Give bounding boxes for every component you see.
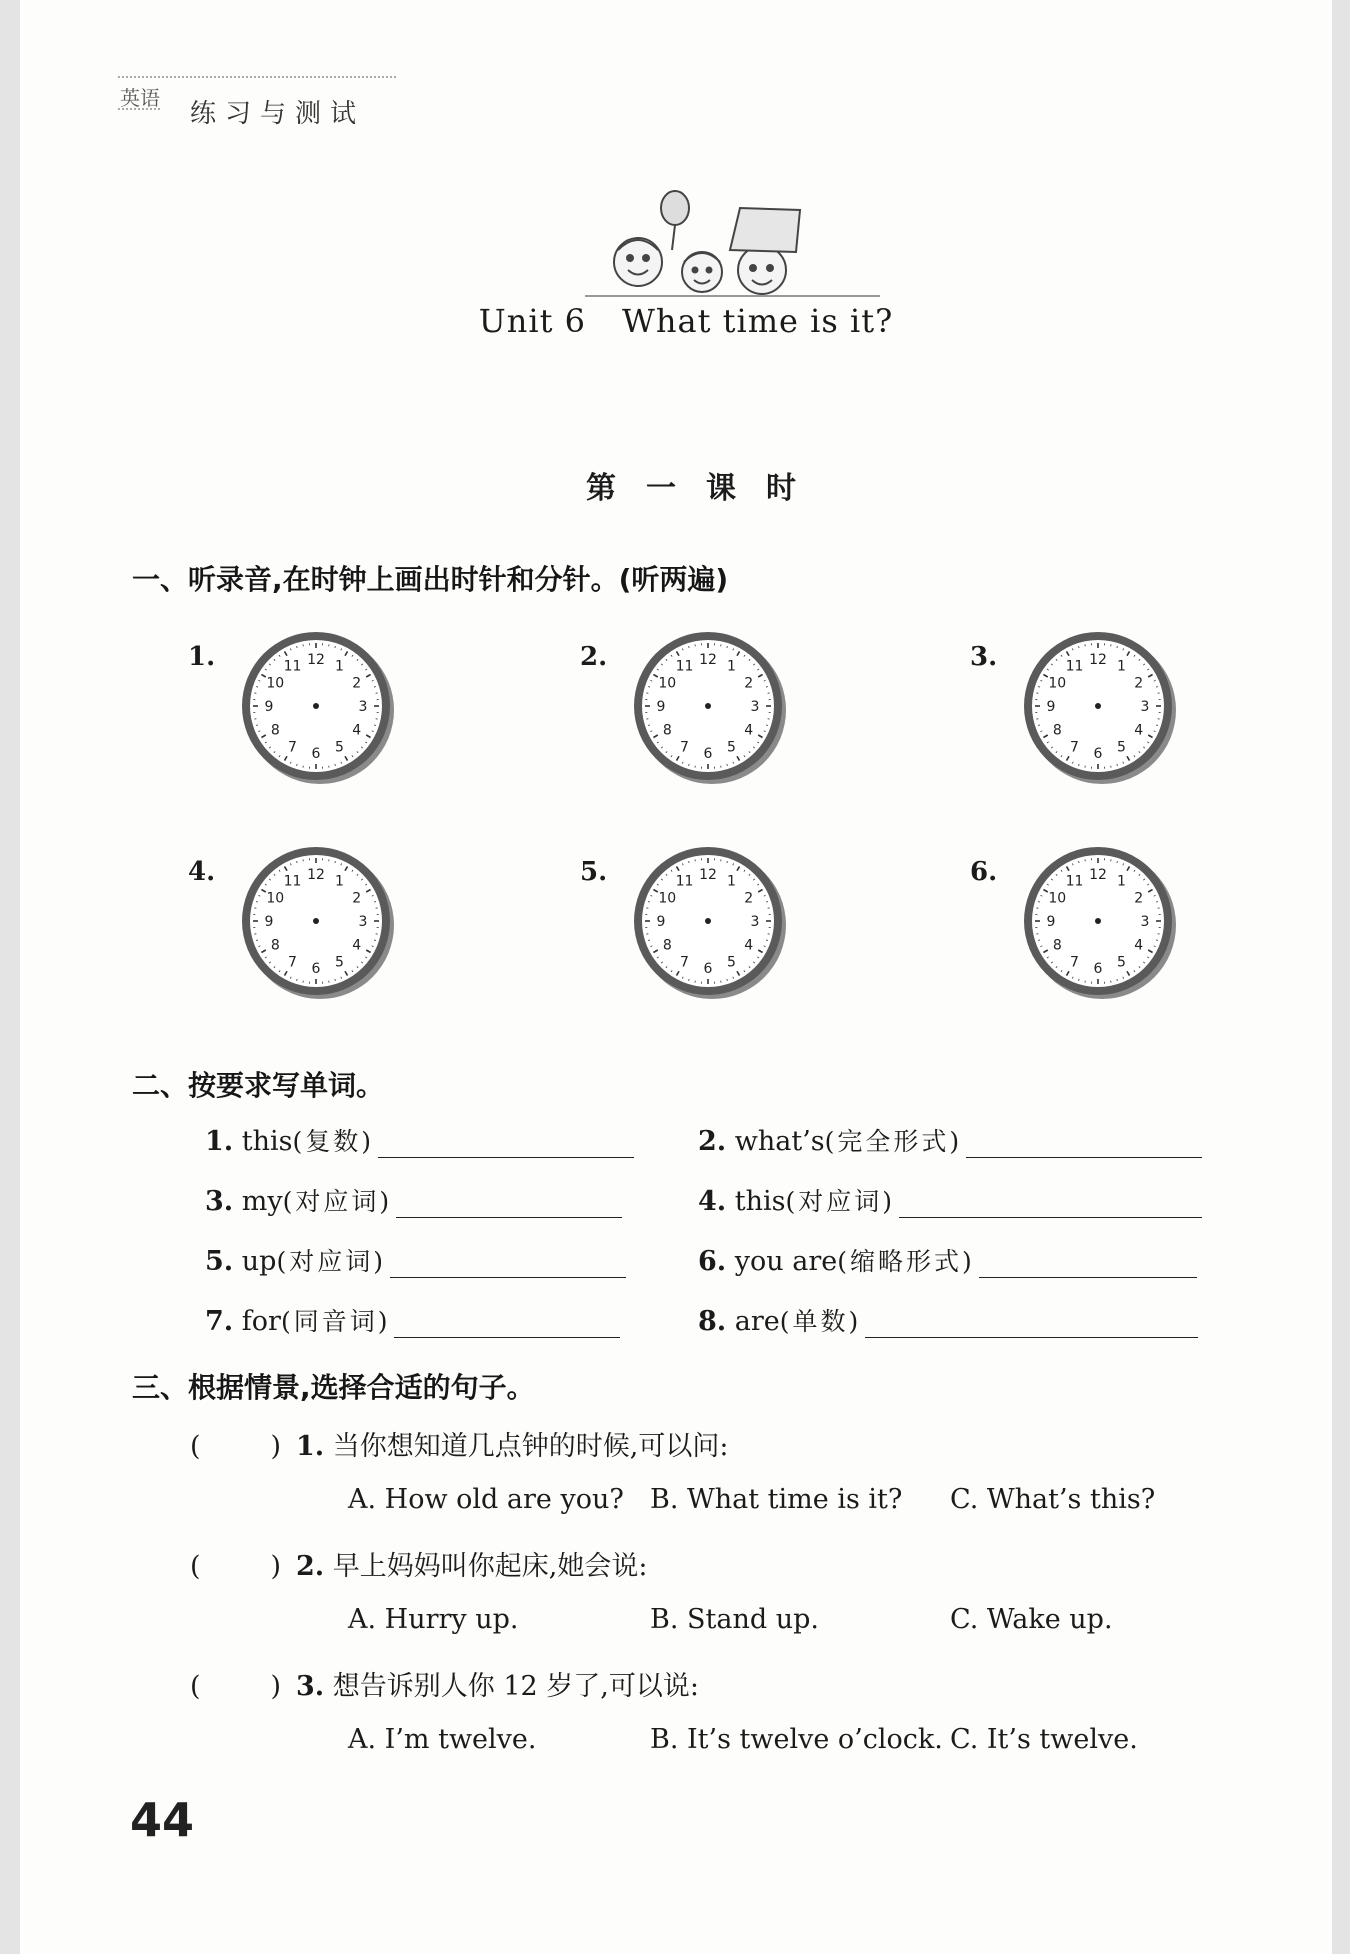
question-row — [190, 1544, 647, 1583]
dial-number: 1 — [335, 658, 344, 675]
dial-number: 12 — [699, 652, 717, 668]
option-a: A. Hurry up. — [348, 1604, 519, 1635]
dial-number: 10 — [1048, 675, 1067, 692]
dial-number: 7 — [1070, 954, 1079, 971]
dial-number: 7 — [1070, 739, 1079, 756]
dial-number: 7 — [288, 954, 297, 971]
dial-number: 1 — [1117, 873, 1126, 890]
dial-number: 5 — [1117, 739, 1126, 756]
dial-number: 4 — [1134, 937, 1144, 954]
dial-number: 2 — [352, 890, 362, 907]
clock-face[interactable] — [630, 843, 790, 1003]
item-hint: (对应词) — [282, 1187, 393, 1216]
dial-number: 7 — [680, 954, 689, 971]
dial-number: 11 — [675, 873, 694, 890]
item-number: 2. — [698, 1126, 727, 1157]
answer-blank[interactable] — [394, 1311, 620, 1338]
answer-blank[interactable] — [979, 1251, 1197, 1278]
dial-number: 1 — [335, 873, 344, 890]
item-number: 8. — [698, 1306, 727, 1337]
answer-blank[interactable] — [396, 1191, 622, 1218]
dial-number: 1 — [727, 658, 736, 675]
dial-number: 6 — [311, 961, 321, 977]
item-number: 1. — [205, 1126, 234, 1157]
option-c: C. It’s twelve. — [950, 1724, 1138, 1755]
section1-title: 一、听录音,在时钟上画出时针和分针。(听两遍) — [132, 563, 729, 596]
clock-center-dot — [1095, 918, 1101, 924]
item-hint: (同音词) — [280, 1307, 391, 1336]
item-word: are — [734, 1306, 780, 1337]
dial-number: 3 — [750, 699, 760, 715]
dial-number: 8 — [662, 937, 672, 954]
answer-parentheses[interactable]: ( ) — [190, 1431, 282, 1462]
clock-number: 4. — [188, 857, 216, 887]
dial-number: 1 — [1117, 658, 1126, 675]
workbook-page — [20, 0, 1332, 1954]
clock-center-dot — [705, 703, 711, 709]
answer-blank[interactable] — [865, 1311, 1198, 1338]
clock-center-dot — [705, 918, 711, 924]
item-word: for — [241, 1306, 281, 1337]
item-number: 4. — [698, 1186, 727, 1217]
clock-face[interactable] — [238, 843, 398, 1003]
clock-face[interactable] — [630, 628, 790, 788]
clock-number: 5. — [580, 857, 608, 887]
item-word: what’s — [734, 1126, 825, 1157]
clock-face[interactable] — [1020, 628, 1180, 788]
dial-number: 10 — [658, 890, 677, 907]
question-text: 想告诉别人你 12 岁了,可以说: — [332, 1671, 699, 1702]
word-item — [205, 1302, 620, 1338]
item-hint: (完全形式) — [824, 1127, 963, 1156]
unit-heading — [20, 302, 1332, 340]
dial-number: 11 — [1065, 873, 1084, 890]
option-b: B. It’s twelve o’clock. — [650, 1724, 943, 1755]
dial-number: 6 — [703, 961, 713, 977]
dial-number: 7 — [680, 739, 689, 756]
lesson-title: 第一课时 — [586, 471, 826, 506]
dial-number: 11 — [283, 658, 302, 675]
dial-number: 3 — [1140, 914, 1150, 930]
clock-center-dot — [313, 703, 319, 709]
dial-number: 10 — [266, 890, 285, 907]
word-item — [698, 1182, 1202, 1218]
dial-number: 4 — [352, 937, 362, 954]
dial-number: 4 — [352, 722, 362, 739]
question-row — [190, 1664, 699, 1703]
dial-number: 12 — [307, 652, 325, 668]
section3-title: 三、根据情景,选择合适的句子。 — [132, 1371, 535, 1404]
question-row — [190, 1424, 728, 1463]
word-item — [205, 1242, 626, 1278]
header-series-title: 练习与测试 — [190, 99, 366, 129]
clock-number: 6. — [970, 857, 998, 887]
word-item — [698, 1122, 1202, 1158]
dial-number: 12 — [1089, 867, 1107, 883]
clock-face[interactable] — [1020, 843, 1180, 1003]
clock-center-dot — [1095, 703, 1101, 709]
dial-number: 5 — [727, 739, 736, 756]
item-hint: (复数) — [292, 1127, 375, 1156]
item-number: 7. — [205, 1306, 234, 1337]
item-hint: (对应词) — [276, 1247, 386, 1276]
dial-number: 8 — [662, 722, 672, 739]
word-item — [698, 1242, 1197, 1278]
dial-number: 8 — [270, 937, 280, 954]
dial-number: 2 — [744, 675, 754, 692]
dial-number: 11 — [675, 658, 694, 675]
dial-number: 7 — [288, 739, 297, 756]
answer-parentheses[interactable]: ( ) — [190, 1671, 282, 1702]
page-number: 44 — [130, 1793, 195, 1847]
dial-number: 8 — [1052, 937, 1062, 954]
clock-number: 3. — [970, 642, 998, 672]
item-word: this — [734, 1186, 786, 1217]
dial-number: 9 — [264, 914, 274, 930]
dial-number: 2 — [352, 675, 362, 692]
dial-number: 2 — [1134, 675, 1144, 692]
dial-number: 9 — [1046, 914, 1056, 930]
item-number: 5. — [205, 1246, 234, 1277]
question-number: 2. — [296, 1551, 325, 1582]
dial-number: 4 — [1134, 722, 1144, 739]
option-c: C. Wake up. — [950, 1604, 1113, 1635]
section2-title: 二、按要求写单词。 — [132, 1069, 385, 1102]
item-number: 6. — [698, 1246, 727, 1277]
option-b: B. What time is it? — [650, 1484, 903, 1515]
option-b: B. Stand up. — [650, 1604, 819, 1635]
item-hint: (对应词) — [785, 1187, 896, 1216]
dial-number: 8 — [270, 722, 280, 739]
answer-blank[interactable] — [390, 1251, 626, 1278]
option-a: A. How old are you? — [348, 1484, 624, 1515]
dial-number: 5 — [335, 739, 344, 756]
item-hint: (单数) — [779, 1307, 862, 1336]
item-word: my — [241, 1186, 283, 1217]
dial-number: 4 — [744, 722, 754, 739]
unit-number: Unit 6 — [478, 302, 586, 340]
word-item — [205, 1122, 634, 1158]
dial-number: 12 — [307, 867, 325, 883]
kids-illustration — [580, 190, 890, 304]
answer-blank[interactable] — [378, 1131, 634, 1158]
item-word: you are — [734, 1246, 838, 1277]
answer-blank[interactable] — [899, 1191, 1202, 1218]
dial-number: 3 — [358, 699, 368, 715]
dial-number: 9 — [656, 699, 666, 715]
question-number: 3. — [296, 1671, 325, 1702]
kids-drawing — [580, 190, 890, 300]
dial-number: 3 — [1140, 699, 1150, 715]
item-number: 3. — [205, 1186, 234, 1217]
dial-number: 10 — [1048, 890, 1067, 907]
dial-number: 6 — [703, 746, 713, 762]
dial-number: 10 — [266, 675, 285, 692]
question-text: 早上妈妈叫你起床,她会说: — [332, 1551, 648, 1582]
dial-number: 12 — [1089, 652, 1107, 668]
dial-number: 9 — [264, 699, 274, 715]
dial-number: 4 — [744, 937, 754, 954]
dial-number: 3 — [358, 914, 368, 930]
option-c: C. What’s this? — [950, 1484, 1156, 1515]
answer-blank[interactable] — [966, 1131, 1202, 1158]
dial-number: 5 — [727, 954, 736, 971]
item-hint: (缩略形式) — [837, 1247, 975, 1276]
dial-number: 6 — [1093, 961, 1103, 977]
dial-number: 5 — [1117, 954, 1126, 971]
clock-number: 1. — [188, 642, 216, 672]
unit-title: What time is it? — [621, 302, 894, 340]
item-word: this — [241, 1126, 293, 1157]
option-a: A. I’m twelve. — [348, 1724, 537, 1755]
dial-number: 11 — [1065, 658, 1084, 675]
clock-face[interactable] — [238, 628, 398, 788]
question-number: 1. — [296, 1431, 325, 1462]
dial-number: 1 — [727, 873, 736, 890]
clock-number: 2. — [580, 642, 608, 672]
header-subject: 英语 — [120, 86, 160, 110]
dial-number: 5 — [335, 954, 344, 971]
dial-number: 11 — [283, 873, 302, 890]
dial-number: 6 — [311, 746, 321, 762]
answer-parentheses[interactable]: ( ) — [190, 1551, 282, 1582]
dial-number: 9 — [656, 914, 666, 930]
item-word: up — [241, 1246, 277, 1277]
word-item — [698, 1302, 1198, 1338]
dial-number: 12 — [699, 867, 717, 883]
header-dotted-underline — [118, 108, 160, 110]
dial-number: 2 — [1134, 890, 1144, 907]
dial-number: 10 — [658, 675, 677, 692]
dial-number: 3 — [750, 914, 760, 930]
question-text: 当你想知道几点钟的时候,可以问: — [332, 1431, 729, 1462]
dial-number: 9 — [1046, 699, 1056, 715]
dial-number: 8 — [1052, 722, 1062, 739]
word-item — [205, 1182, 622, 1218]
header-dotted-rule — [118, 76, 396, 78]
clock-center-dot — [313, 918, 319, 924]
dial-number: 2 — [744, 890, 754, 907]
dial-number: 6 — [1093, 746, 1103, 762]
